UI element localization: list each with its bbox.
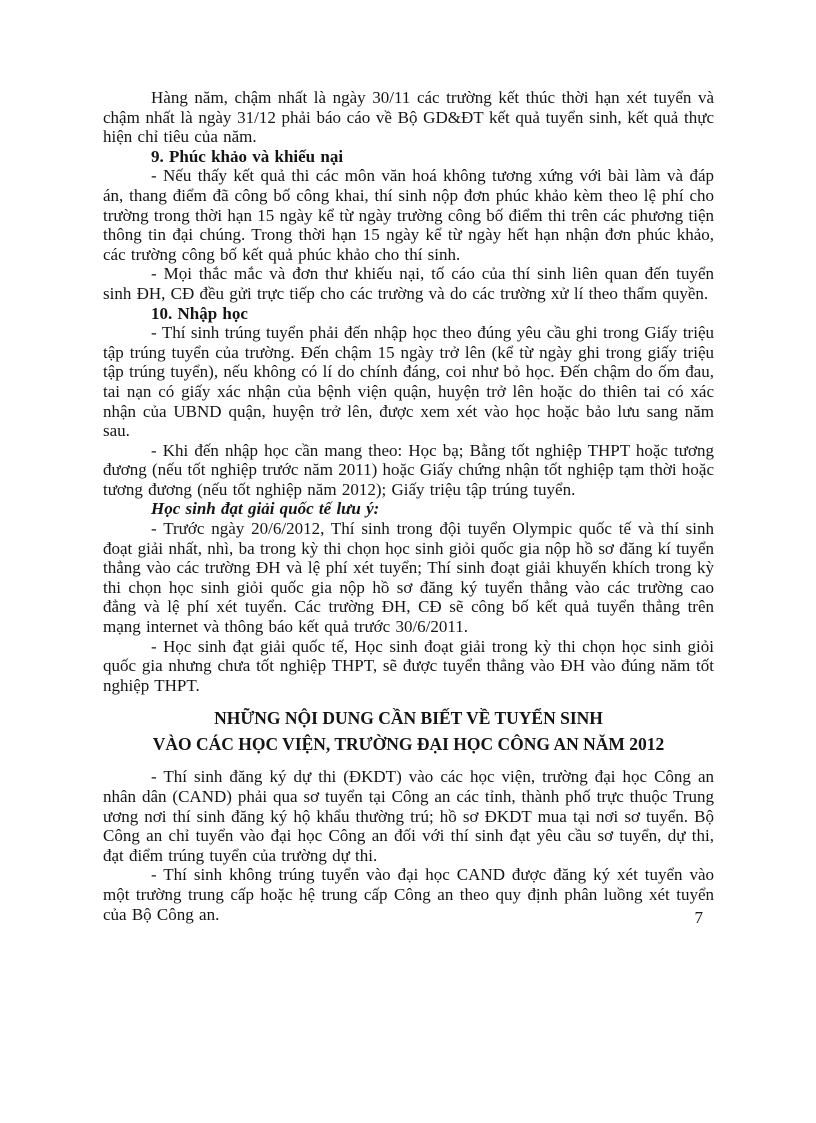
paragraph-documents-to-bring: - Khi đến nhập học cần mang theo: Học bạ; Bằng tốt nghiệp THPT hoặc tương đương (nếu tốt nghiệp trước năm 2011) hoặc Giấy chứng nhận tốt nghiệp tạm thời hoặc tương đương (nếu tốt nghiệp năm 2012); Giấy triệu tập trúng tuyển. bbox=[103, 440, 714, 499]
paragraph-khieu-nai-handling: - Mọi thắc mắc và đơn thư khiếu nại, tố cáo của thí sinh liên quan đến tuyển sinh ĐH, CĐ đều gửi trực tiếp cho các trường và do các trường xử lí theo thẩm quyền. bbox=[103, 264, 714, 303]
paragraph-annual-report-deadline: Hàng năm, chậm nhất là ngày 30/11 các trường kết thúc thời hạn xét tuyển và chậm nhất là ngày 31/12 phải báo cáo về Bộ GD&ĐT kết quả tuyển sinh, kết quả thực hiện chỉ tiêu của năm. bbox=[103, 88, 714, 147]
section-title-line-2: VÀO CÁC HỌC VIỆN, TRƯỜNG ĐẠI HỌC CÔNG AN NĂM 2012 bbox=[152, 734, 665, 755]
heading-section-9-phuc-khao: 9. Phúc khảo và khiếu nại bbox=[151, 146, 344, 166]
page-number: 7 bbox=[694, 908, 703, 927]
heading-section-10-nhap-hoc: 10. Nhập học bbox=[151, 303, 248, 323]
page-content bbox=[103, 88, 714, 924]
section-title-line-1: NHỮNG NỘI DUNG CẦN BIẾT VỀ TUYỂN SINH bbox=[214, 708, 603, 729]
paragraph-phuc-khao-procedure: - Nếu thấy kết quả thi các môn văn hoá không tương xứng với bài làm và đáp án, thang điểm đã công bố công khai, thí sinh nộp đơn phúc khảo kèm theo lệ phí cho trường trong thời hạn 15 ngày kể từ ngày trường công bố điểm thi trên các phương tiện thông tin đại chúng. Trong thời hạn 15 ngày kể từ ngày hết hạn nhận đơn phúc khảo, các trường công bố kết quả phúc khảo cho thí sinh. bbox=[103, 166, 714, 264]
paragraph-cand-intermediate-transfer: - Thí sinh không trúng tuyển vào đại học CAND được đăng ký xét tuyển vào một trường trung cấp hoặc hệ trung cấp Công an theo quy định phân luồng xét tuyển của Bộ Công an. bbox=[103, 865, 714, 924]
note-heading-international-awards: Học sinh đạt giải quốc tế lưu ý: bbox=[151, 499, 380, 519]
paragraph-direct-admission-deadline: - Trước ngày 20/6/2012, Thí sinh trong đội tuyển Olympic quốc tế và thí sinh đoạt giải nhất, nhì, ba trong kỳ thi chọn học sinh giỏi quốc gia nộp hồ sơ đăng kí tuyển thẳng vào các trường ĐH và lệ phí xét tuyển; Thí sinh đoạt giải khuyến khích trong kỳ thi chọn học sinh giỏi quốc gia nộp hồ sơ đăng ký tuyển thẳng vào các trường cao đẳng và lệ phí xét tuyển. Các trường ĐH, CĐ sẽ công bố kết quả tuyển thẳng trên mạng internet và thông báo kết quả trước 30/6/2011. bbox=[103, 519, 714, 637]
paragraph-cand-registration: - Thí sinh đăng ký dự thi (ĐKDT) vào các học viện, trường đại học Công an nhân dân (CAND) phải qua sơ tuyển tại Công an các tỉnh, thành phố trực thuộc Trung ương nơi thí sinh đăng ký hộ khẩu thường trú; hồ sơ ĐKDT mua tại nơi sơ tuyển. Bộ Công an chỉ tuyển vào đại học Công an đối với thí sinh đạt yêu cầu sơ tuyển, dự thi, đạt điểm trúng tuyển của trường dự thi. bbox=[103, 767, 714, 865]
paragraph-nhap-hoc-rules: - Thí sinh trúng tuyển phải đến nhập học theo đúng yêu cầu ghi trong Giấy triệu tập trúng tuyển của trường. Đến chậm 15 ngày trở lên (kể từ ngày ghi trong giấy triệu tập trúng tuyển), nếu không có lí do chính đáng, coi như bỏ học. Đến chậm do ốm đau, tai nạn có giấy xác nhận của bệnh viện quận, huyện trở lên hoặc do thiên tai có xác nhận của UBND quận, huyện trở lên, được xem xét vào học hoặc bảo lưu sang năm sau. bbox=[103, 323, 714, 441]
paragraph-direct-admission-not-graduated: - Học sinh đạt giải quốc tế, Học sinh đoạt giải trong kỳ thi chọn học sinh giỏi quốc gia nhưng chưa tốt nghiệp THPT, sẽ được tuyển thẳng vào ĐH vào đúng năm tốt nghiệp THPT. bbox=[103, 636, 714, 695]
